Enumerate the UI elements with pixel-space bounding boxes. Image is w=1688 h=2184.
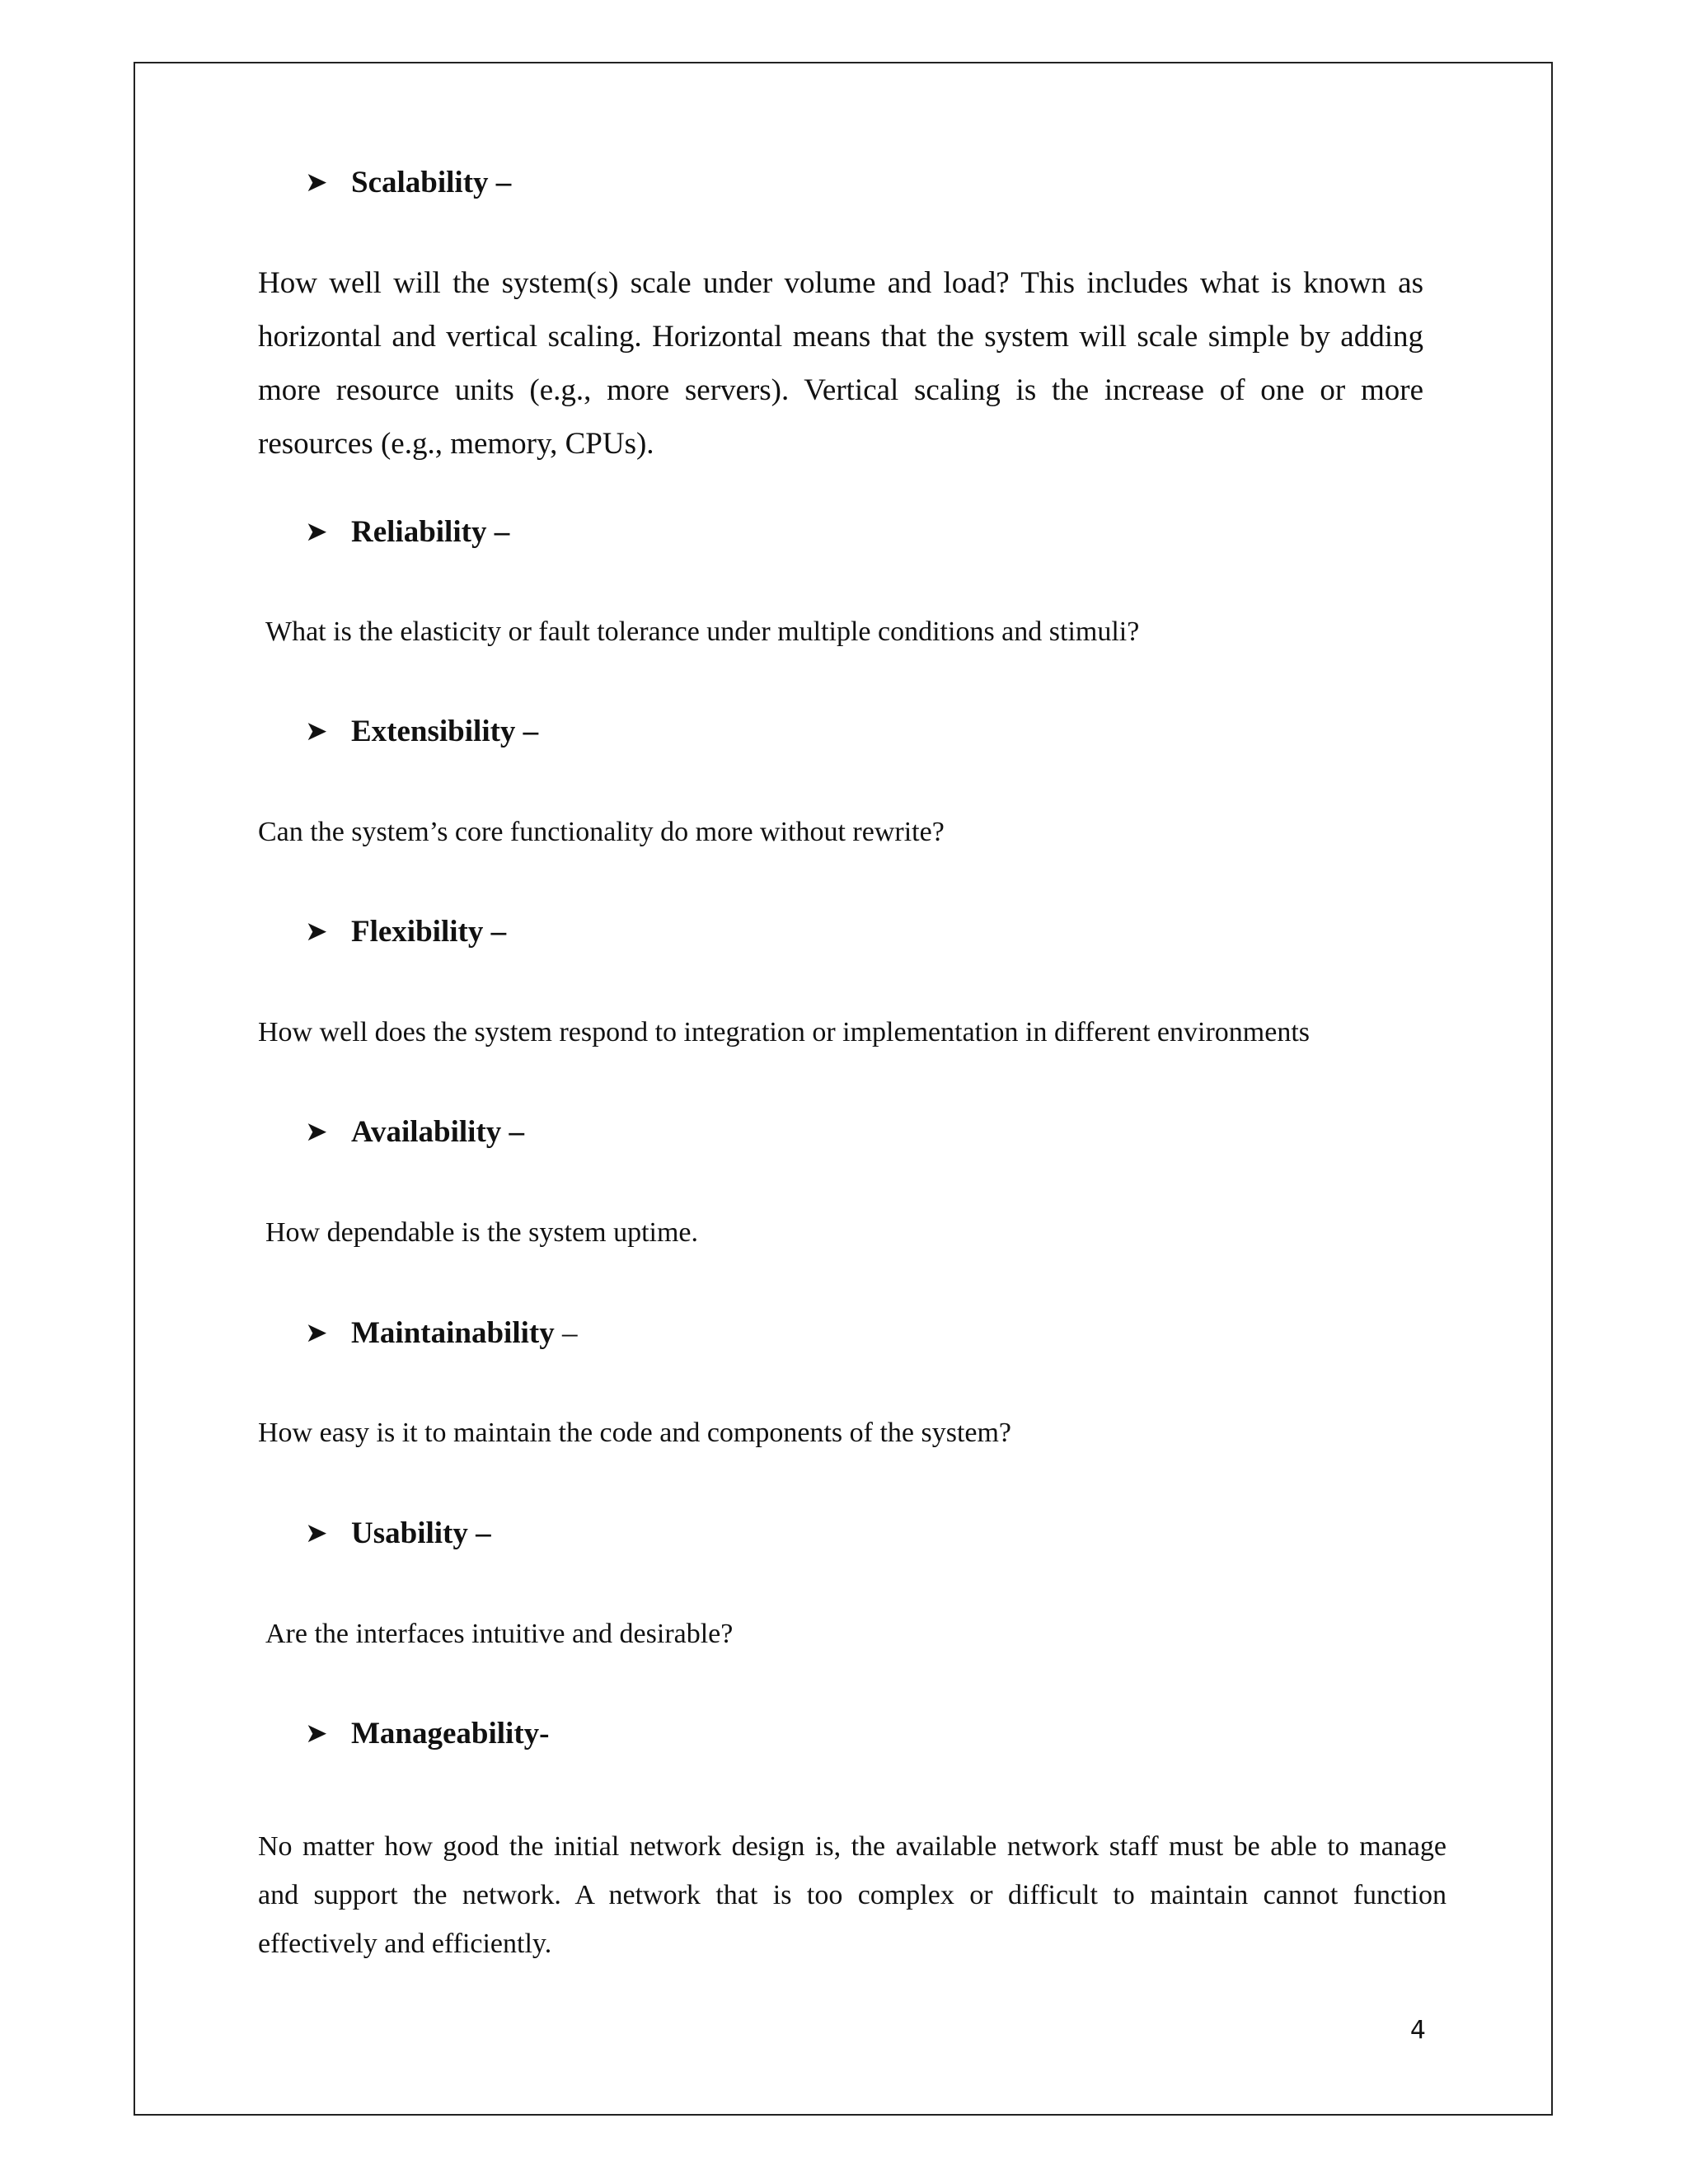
arrowhead-bullet-icon: ➤: [305, 1519, 328, 1549]
page-number: 4: [1409, 2016, 1426, 2045]
heading-dash: –: [501, 1115, 525, 1149]
arrowhead-bullet-icon: ➤: [305, 1719, 328, 1749]
heading-dash: –: [467, 1516, 491, 1550]
heading-dash: –: [488, 166, 512, 199]
heading-dash: –: [515, 715, 539, 748]
arrowhead-bullet-icon: ➤: [305, 168, 328, 198]
section-body-flexibility: How well does the system respond to integration or implementation in different environments: [258, 1017, 1310, 1047]
body-line: No matter how good the initial network design is, the available network staff must be able to manage: [258, 1831, 1447, 1862]
section-heading-manageability: [305, 1716, 550, 1752]
section-body-maintainability: How easy is it to maintain the code and components of the system?: [258, 1418, 1012, 1448]
heading-label: Reliability: [351, 515, 487, 549]
arrowhead-bullet-icon: ➤: [305, 518, 328, 547]
section-body-availability: How dependable is the system uptime.: [265, 1217, 699, 1248]
heading-dash: –: [483, 915, 507, 949]
heading-label: Maintainability: [351, 1316, 555, 1350]
section-body-manageability: [258, 1822, 1447, 1968]
section-heading-maintainability: [305, 1315, 577, 1352]
body-line: and support the network. A network that is too complex or difficult to maintain cannot function: [258, 1880, 1447, 1910]
body-line: horizontal and vertical scaling. Horizontal means that the system will scale simple by adding: [258, 320, 1423, 354]
body-line: more resource units (e.g., more servers). Vertical scaling is the increase of one or more: [258, 373, 1423, 407]
heading-label: Scalability: [351, 166, 489, 199]
body-line: How well will the system(s) scale under volume and load? This includes what is known as: [258, 266, 1423, 300]
section-heading-flexibility: [305, 914, 506, 950]
section-body-extensibility: Can the system’s core functionality do more without rewrite?: [258, 817, 945, 847]
arrowhead-bullet-icon: ➤: [305, 1118, 328, 1147]
heading-dash: –: [486, 515, 510, 549]
arrowhead-bullet-icon: ➤: [305, 917, 328, 947]
heading-dash: –: [554, 1316, 578, 1350]
heading-label: Extensibility: [351, 715, 516, 748]
heading-label: Usability: [351, 1516, 468, 1550]
section-heading-availability: [305, 1114, 524, 1151]
section-body-reliability: What is the elasticity or fault tolerance under multiple conditions and stimuli?: [265, 616, 1140, 647]
section-heading-scalability: [305, 165, 511, 201]
heading-dash: -: [539, 1717, 550, 1750]
body-line: effectively and efficiently.: [258, 1929, 552, 1959]
heading-label: Manageability: [351, 1717, 540, 1750]
section-body-scalability: [258, 256, 1423, 471]
section-heading-reliability: [305, 514, 509, 551]
heading-label: Availability: [351, 1115, 502, 1149]
section-heading-extensibility: [305, 714, 538, 750]
heading-label: Flexibility: [351, 915, 484, 949]
arrowhead-bullet-icon: ➤: [305, 717, 328, 747]
arrowhead-bullet-icon: ➤: [305, 1319, 328, 1348]
body-line: resources (e.g., memory, CPUs).: [258, 427, 654, 461]
section-heading-usability: [305, 1516, 491, 1552]
section-body-usability: Are the interfaces intuitive and desirable?: [265, 1619, 734, 1649]
